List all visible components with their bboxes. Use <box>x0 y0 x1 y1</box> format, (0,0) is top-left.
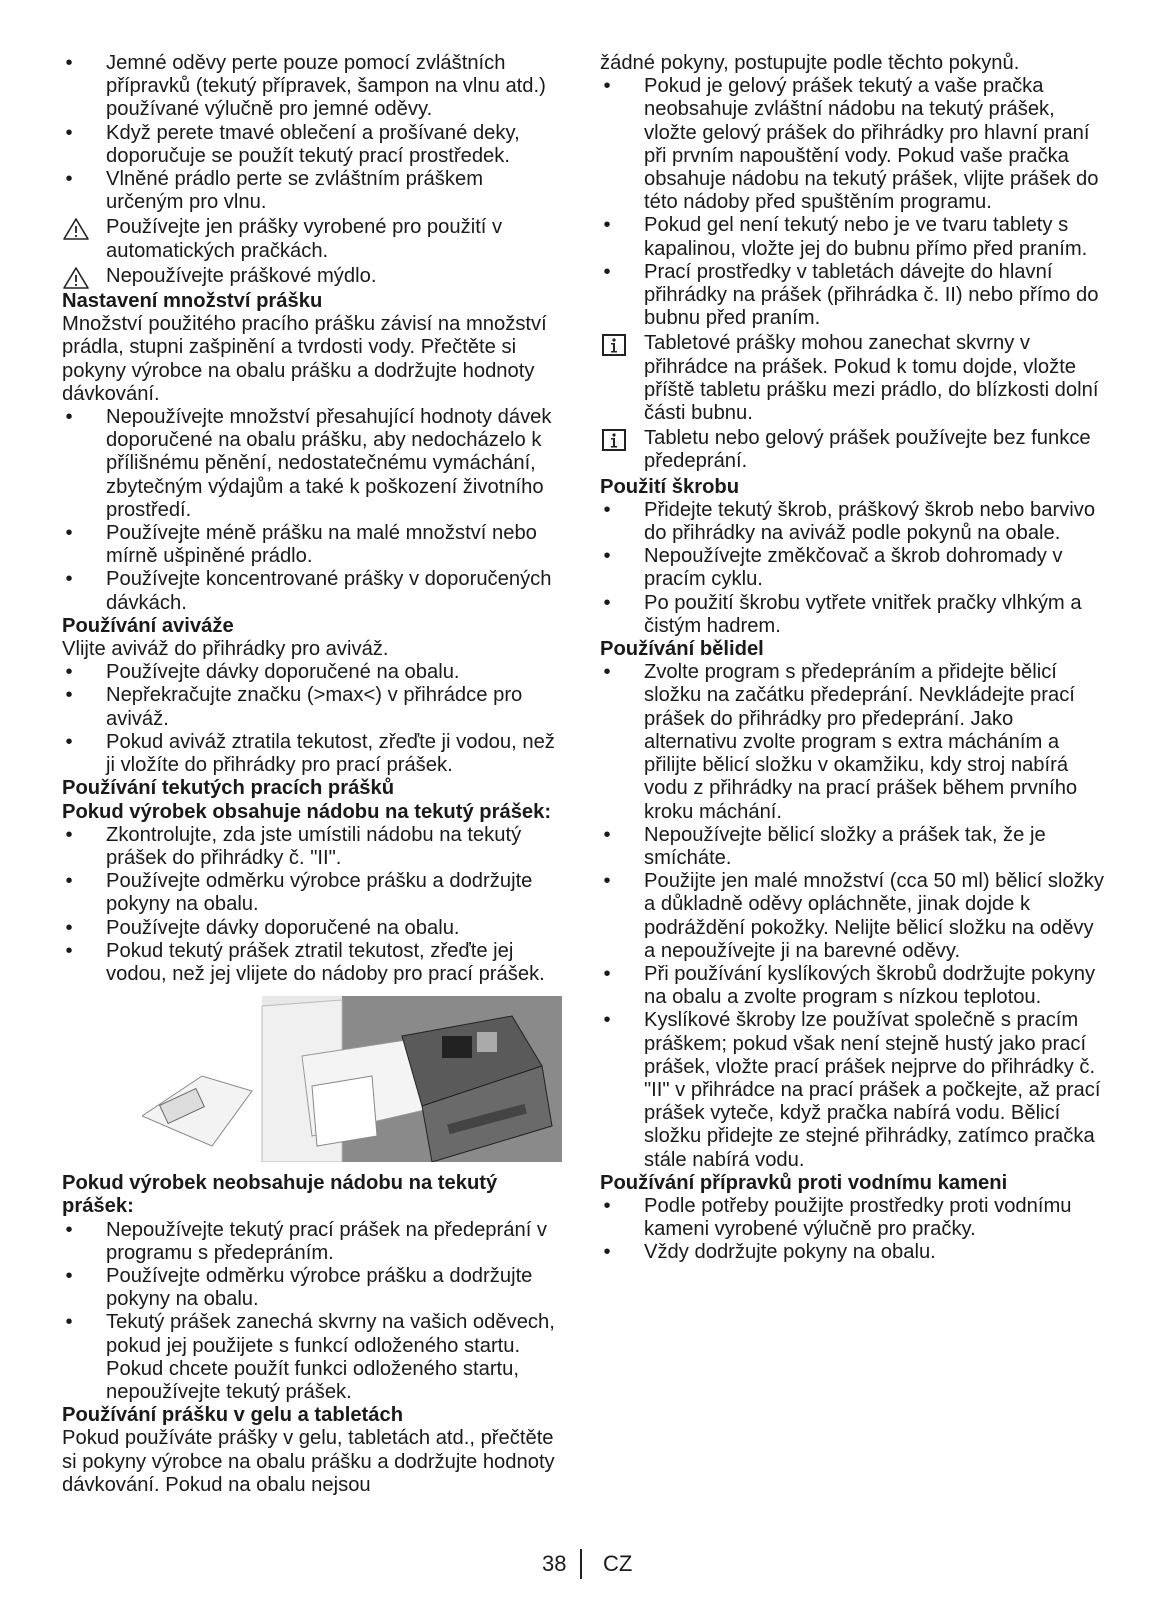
list-item <box>62 522 562 568</box>
language-code: CZ <box>603 1551 633 1576</box>
list-item <box>62 731 562 777</box>
info-icon <box>600 428 628 452</box>
bullet-icon: • <box>65 661 73 684</box>
bullet-icon: • <box>603 870 611 893</box>
list-item <box>62 168 562 214</box>
info-icon <box>600 333 628 357</box>
list-item <box>600 1241 1110 1264</box>
list-item-text: Používejte koncentrované prášky v doporučených dávkách. <box>106 568 552 614</box>
bullet-icon: • <box>65 121 73 144</box>
bullet-icon: • <box>603 823 611 846</box>
list-item <box>600 1009 1110 1171</box>
warning-triangle-icon <box>62 217 90 241</box>
list-item <box>62 661 562 684</box>
warning-note <box>62 265 562 288</box>
list-item <box>62 1311 562 1404</box>
info-note <box>600 332 1110 425</box>
list-item-text: Pokud je gelový prášek tekutý a vaše pračka neobsahuje zvláštní nádobu na tekutý prášek, vložte gelový prášek do přihrádky pro hlavní praní při prvním napouštění vody. Pokud vaše pračka obsahuje nádobu na tekutý prášek, vlijte prášek do této nádoby před spuštěním programu. <box>644 75 1099 214</box>
list-item-text: Použijte jen malé množství (cca 50 ml) bělicí složky a důkladně oděvy opláchněte, jinak dojde k podráždění pokožky. Nelijte bělicí složku na oděvy a nepoužívejte ji na barevné oděvy. <box>644 870 1104 962</box>
list-item-text: Vždy dodržujte pokyny na obalu. <box>644 1241 936 1264</box>
bullet-icon: • <box>65 1264 73 1287</box>
list-item-text: Kyslíkové škroby lze používat společně s pracím práškem; pokud však není stejně hustý jako prací prášek, vložte prací prášek nejprve do přihrádky č. "II" v přihrádce na prací prášek a počkejte, až prací prášek vyteče, když pračka nabírá vodu. Bělicí složku přidejte ze stejné přihrádky, zatímco pračka stále nabírá vodu. <box>644 1009 1101 1171</box>
bullet-icon: • <box>603 498 611 521</box>
list-item <box>600 214 1110 260</box>
note-text: Tabletu nebo gelový prášek používejte bez funkce předeprání. <box>644 427 1091 473</box>
section-heading: Používání bělidel <box>600 638 764 661</box>
bullet-icon: • <box>65 168 73 191</box>
bullet-icon: • <box>65 684 73 707</box>
bullet-icon: • <box>65 522 73 545</box>
section-heading: Pokud výrobek neobsahuje nádobu na tekutý prášek: <box>62 1172 498 1218</box>
paragraph: Pokud používáte prášky v gelu, tabletách atd., přečtěte si pokyny výrobce na obalu prášku a dodržujte hodnoty dávkování. Pokud na obalu nejsou <box>62 1427 555 1496</box>
list-item-text: Po použití škrobu vytřete vnitřek pračky vlhkým a čistým hadrem. <box>644 591 1082 637</box>
list-item-text: Nepoužívejte množství přesahující hodnoty dávek doporučené na obalu prášku, aby nedocházelo k přílišnému pěnění, nedostatečnému vymáchání, zbytečným výdajům a také k poškození životního prostředí. <box>106 406 552 521</box>
section-heading: Používání aviváže <box>62 614 234 637</box>
list-item <box>62 870 562 916</box>
bullet-icon: • <box>65 823 73 846</box>
bullet-icon: • <box>603 1241 611 1264</box>
list-item <box>600 499 1110 545</box>
list-item-text: Používejte odměrku výrobce prášku a dodržujte pokyny na obalu. <box>106 1264 533 1311</box>
list-item <box>600 661 1110 823</box>
list-item <box>62 1265 562 1311</box>
bullet-icon: • <box>65 730 73 753</box>
page-number: 38 <box>542 1551 567 1576</box>
list-item <box>62 406 562 522</box>
bullet-icon: • <box>65 1218 73 1241</box>
bullet-icon: • <box>65 52 73 74</box>
paragraph: Vlijte aviváž do přihrádky pro aviváž. <box>62 638 389 661</box>
bullet-icon: • <box>603 75 611 98</box>
section-heading: Používání tekutých pracích prášků <box>62 777 395 800</box>
section-heading: Používání přípravků proti vodnímu kameni <box>600 1171 1008 1194</box>
list-item <box>62 917 562 940</box>
list-item <box>600 75 1110 214</box>
list-item-text: Nepoužívejte bělicí složky a prášek tak, že je smícháte. <box>644 823 1046 869</box>
bullet-icon: • <box>65 870 73 893</box>
list-item-text: Vlněné prádlo perte se zvláštním práškem určeným pro vlnu. <box>106 168 484 214</box>
bullet-icon: • <box>603 260 611 283</box>
bullet-icon: • <box>603 214 611 237</box>
list-item <box>62 122 562 168</box>
list-item <box>62 940 562 986</box>
note-text: Používejte jen prášky vyrobené pro použití v automatických pračkách. <box>106 216 503 262</box>
section-heading: Používání prášku v gelu a tabletách <box>62 1404 404 1427</box>
list-item-text: Prací prostředky v tabletách dávejte do hlavní přihrádky na prášek (přihrádka č. II) nebo přímo do bubnu před praním. <box>644 260 1099 330</box>
list-item-text: Používejte dávky doporučené na obalu. <box>106 916 460 939</box>
list-item-text: Pokud gel není tekutý nebo je ve tvaru tablety s kapalinou, vložte jej do bubnu přímo před praním. <box>644 214 1088 260</box>
paragraph: žádné pokyny, postupujte podle těchto pokynů. <box>600 52 1020 74</box>
bullet-icon: • <box>603 591 611 614</box>
list-item <box>62 684 562 730</box>
note-text: Nepoužívejte práškové mýdlo. <box>106 264 377 287</box>
bullet-icon: • <box>603 1194 611 1217</box>
list-item-text: Přidejte tekutý škrob, práškový škrob nebo barvivo do přihrádky na aviváž podle pokynů na obale. <box>644 498 1096 545</box>
info-note <box>600 427 1110 473</box>
list-item-text: Nepoužívejte změkčovač a škrob dohromady v pracím cyklu. <box>644 545 1063 591</box>
list-item <box>62 1219 562 1265</box>
bullet-icon: • <box>603 1009 611 1032</box>
list-item-text: Když perete tmavé oblečení a prošívané deky, doporučuje se použít tekutý prací prostředek. <box>106 121 520 167</box>
list-item <box>600 1195 1110 1241</box>
list-item <box>600 824 1110 870</box>
warning-note <box>62 216 562 262</box>
detergent-drawer-illustration <box>142 996 562 1162</box>
list-item-text: Používejte odměrku výrobce prášku a dodržujte pokyny na obalu. <box>106 870 533 916</box>
list-item-text: Pokud aviváž ztratila tekutost, zřeďte ji vodou, než ji vložíte do přihrádky pro prací prášek. <box>106 730 555 777</box>
bullet-icon: • <box>603 545 611 568</box>
left-column <box>62 52 562 1497</box>
list-item-text: Používejte dávky doporučené na obalu. <box>106 661 460 684</box>
list-item-text: Zkontrolujte, zda jste umístili nádobu na tekutý prášek do přihrádky č. "II". <box>106 823 522 869</box>
section-heading: Pokud výrobek obsahuje nádobu na tekutý prášek: <box>62 800 552 823</box>
list-item <box>600 261 1110 331</box>
bullet-icon: • <box>65 568 73 591</box>
list-item <box>62 568 562 614</box>
list-item-text: Nepřekračujte značku (>max<) v přihrádce pro aviváž. <box>106 684 523 730</box>
list-item <box>62 824 562 870</box>
bullet-icon: • <box>603 661 611 684</box>
section-heading: Použití škrobu <box>600 475 740 498</box>
list-item-text: Zvolte program s předepráním a přidejte bělicí složku na začátku předeprání. Nevkládejte prací prášek do přihrádky pro předeprání. Jako alternativu zvolte program s extra mácháním a přilijte bělicí složku v okamžiku, kdy stroj nabírá vodu z přihrádky na prací prášek během prvního kroku máchání. <box>644 661 1078 823</box>
bullet-icon: • <box>65 939 73 962</box>
bullet-icon: • <box>65 1311 73 1334</box>
list-item <box>600 870 1110 963</box>
bullet-icon: • <box>65 406 73 429</box>
list-item-text: Pokud tekutý prášek ztratil tekutost, zřeďte jej vodou, než jej vlijete do nádoby pro prací prášek. <box>106 939 545 985</box>
right-column <box>600 52 1110 1265</box>
list-item <box>600 963 1110 1009</box>
warning-triangle-icon <box>62 266 90 290</box>
list-item-text: Podle potřeby použijte prostředky proti vodnímu kameni vyrobené výlučně pro pračky. <box>644 1194 1072 1241</box>
list-item <box>600 545 1110 591</box>
note-text: Tabletové prášky mohou zanechat skvrny v přihrádce na prášek. Pokud k tomu dojde, vložte příště tabletu prášku mezi prádlo, do blízkosti dolní části bubnu. <box>644 332 1099 425</box>
list-item-text: Nepoužívejte tekutý prací prášek na předeprání v programu s předepráním. <box>106 1218 548 1264</box>
list-item <box>600 592 1110 638</box>
list-item <box>62 52 562 122</box>
section-heading: Nastavení množství prášku <box>62 290 323 313</box>
bullet-icon: • <box>65 916 73 939</box>
list-item-text: Při používání kyslíkových škrobů dodržujte pokyny na obalu a zvolte program s nízkou teplotou. <box>644 962 1096 1009</box>
footer-divider <box>580 1549 582 1579</box>
list-item-text: Používejte méně prášku na malé množství nebo mírně ušpiněné prádlo. <box>106 522 537 568</box>
list-item-text: Jemné oděvy perte pouze pomocí zvláštních přípravků (tekutý přípravek, šampon na vlnu atd.) používané výlučně pro jemné oděvy. <box>106 52 546 121</box>
paragraph: Množství použitého pracího prášku závisí na množství prádla, stupni zašpinění a tvrdosti vody. Přečtěte si pokyny výrobce na obalu prášku a dodržujte hodnoty dávkování. <box>62 313 547 405</box>
bullet-icon: • <box>603 962 611 985</box>
list-item-text: Tekutý prášek zanechá skvrny na vašich oděvech, pokud jej použijete s funkcí odloženého startu. Pokud chcete použít funkci odloženého startu, nepoužívejte tekutý prášek. <box>106 1311 555 1403</box>
